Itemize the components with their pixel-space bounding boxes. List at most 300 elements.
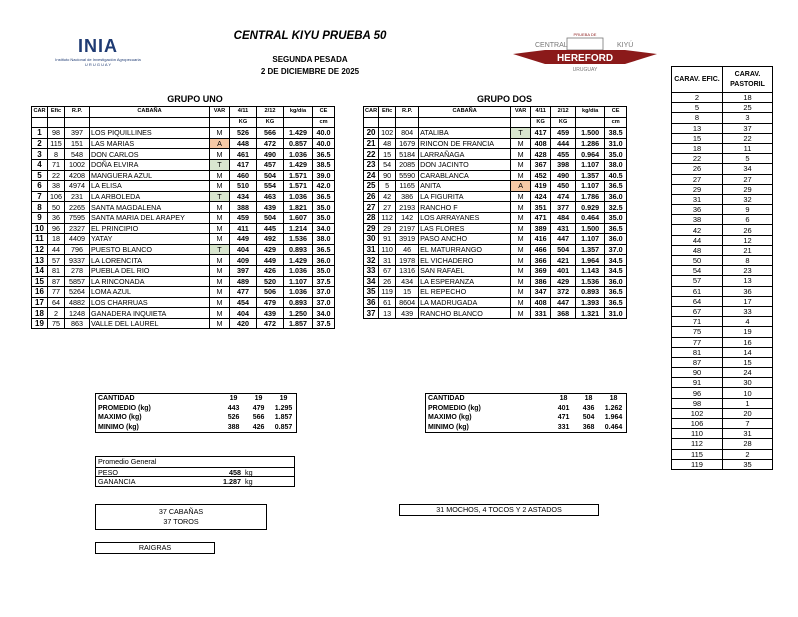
hereford-logo-brand: HEREFORD bbox=[556, 53, 614, 64]
g2-cell-var: M bbox=[511, 308, 531, 319]
g1-cell-var: M bbox=[210, 234, 230, 245]
g1-cell-efic: 57 bbox=[48, 255, 65, 266]
table-row bbox=[32, 181, 335, 192]
g2-header-7: kg/día bbox=[576, 107, 605, 118]
g1-cell-efic: 36 bbox=[48, 212, 65, 223]
caravana-pastoril-cell: 22 bbox=[723, 133, 773, 143]
g1-cell-var: M bbox=[210, 297, 230, 308]
stats-value: 388 bbox=[227, 423, 240, 431]
grupo-uno-table bbox=[31, 106, 335, 329]
g1-cell-rp: 231 bbox=[65, 191, 90, 202]
table-row bbox=[672, 184, 773, 194]
grupo-dos-stats bbox=[425, 393, 627, 433]
table-row bbox=[32, 191, 335, 202]
table-row bbox=[32, 138, 335, 149]
caravana-pastoril-cell: 2 bbox=[723, 449, 773, 459]
stats-row-minimo bbox=[96, 423, 296, 433]
caravana-efic-cell: 115 bbox=[672, 449, 723, 459]
g2-cell-cabaa: PASO ANCHO bbox=[419, 234, 511, 245]
g2-cell-212: 421 bbox=[551, 255, 576, 266]
caravana-efic-cell: 67 bbox=[672, 306, 723, 316]
g1-cell-var: M bbox=[210, 128, 230, 139]
caravana-efic-cell: 106 bbox=[672, 419, 723, 429]
caravana-efic-cell: 71 bbox=[672, 317, 723, 327]
g1-cell-kgda: 1.036 bbox=[284, 287, 313, 298]
table-row bbox=[672, 266, 773, 276]
table-row bbox=[32, 297, 335, 308]
g1-cell-cabaa: MANGUERA AZUL bbox=[90, 170, 210, 181]
g2-cell-411: 366 bbox=[531, 255, 551, 266]
g1-cell-411: 460 bbox=[230, 170, 257, 181]
caravana-pastoril-cell: 26 bbox=[723, 225, 773, 235]
g1-cell-411: 459 bbox=[230, 212, 257, 223]
g2-header-4: VAR bbox=[511, 107, 531, 118]
g2-cell-efic: 5 bbox=[379, 181, 396, 192]
g2-unit-6: KG bbox=[551, 117, 576, 128]
g1-cell-411: 448 bbox=[230, 138, 257, 149]
g1-cell-212: 463 bbox=[257, 191, 284, 202]
g2-cell-var: M bbox=[511, 287, 531, 298]
table-row bbox=[672, 337, 773, 347]
g1-cell-411: 434 bbox=[230, 191, 257, 202]
g2-cell-kgda: 1.107 bbox=[576, 181, 605, 192]
g2-cell-212: 398 bbox=[551, 159, 576, 170]
caravana-pastoril-cell: 15 bbox=[723, 357, 773, 367]
g1-cell-car: 11 bbox=[32, 234, 48, 245]
table-row bbox=[672, 235, 773, 245]
g2-cell-efic: 29 bbox=[379, 223, 396, 234]
g2-unit-7 bbox=[576, 117, 605, 128]
table-row bbox=[672, 296, 773, 306]
g2-cell-ce: 31.0 bbox=[605, 138, 627, 149]
g2-cell-rp: 804 bbox=[396, 128, 419, 139]
caravana-efic-cell: 15 bbox=[672, 133, 723, 143]
g2-cell-cabaa: LARRAÑAGA bbox=[419, 149, 511, 160]
g2-cell-car: 33 bbox=[364, 265, 379, 276]
g2-cell-411: 466 bbox=[531, 244, 551, 255]
caravana-efic-cell: 29 bbox=[672, 184, 723, 194]
g2-cell-411: 408 bbox=[531, 138, 551, 149]
g2-cell-rp: 8604 bbox=[396, 297, 419, 308]
table-row bbox=[364, 159, 627, 170]
g1-cell-212: 449 bbox=[257, 255, 284, 266]
g2-cell-rp: 5184 bbox=[396, 149, 419, 160]
table-row bbox=[364, 191, 627, 202]
g1-cell-rp: 2327 bbox=[65, 223, 90, 234]
g1-cell-rp: 397 bbox=[65, 128, 90, 139]
g2-unit-8: cm bbox=[605, 117, 627, 128]
g1-cell-var: M bbox=[210, 276, 230, 287]
g1-cell-212: 504 bbox=[257, 212, 284, 223]
g1-header-4: VAR bbox=[210, 107, 230, 118]
caravana-pastoril-cell: 7 bbox=[723, 419, 773, 429]
g1-cell-411: 397 bbox=[230, 265, 257, 276]
g2-cell-411: 471 bbox=[531, 212, 551, 223]
table-row bbox=[364, 276, 627, 287]
g1-cell-ce: 40.0 bbox=[313, 138, 335, 149]
cabanas-box bbox=[95, 504, 267, 530]
g1-cell-efic: 115 bbox=[48, 138, 65, 149]
caravana-efic-cell: 98 bbox=[672, 398, 723, 408]
table-row bbox=[672, 154, 773, 164]
g1-cell-cabaa: DON CARLOS bbox=[90, 149, 210, 160]
caravana-pastoril-cell: 3 bbox=[723, 113, 773, 123]
g1-cell-411: 489 bbox=[230, 276, 257, 287]
g1-cell-212: 492 bbox=[257, 234, 284, 245]
caravana-pastoril-cell: 14 bbox=[723, 347, 773, 357]
g2-cell-411: 408 bbox=[531, 297, 551, 308]
g2-cell-efic: 119 bbox=[379, 287, 396, 298]
g1-cell-kgda: 1.036 bbox=[284, 149, 313, 160]
g2-cell-cabaa: RINCON DE FRANCIA bbox=[419, 138, 511, 149]
g2-header-6: 2/12 bbox=[551, 107, 576, 118]
hereford-logo bbox=[505, 30, 665, 76]
g1-cell-car: 19 bbox=[32, 318, 48, 329]
g2-cell-var: T bbox=[511, 128, 531, 139]
caravana-efic-cell: 77 bbox=[672, 337, 723, 347]
g1-cell-kgda: 1.429 bbox=[284, 159, 313, 170]
g1-cell-ce: 35.0 bbox=[313, 202, 335, 213]
g1-unit-2 bbox=[65, 117, 90, 128]
g1-cell-rp: 548 bbox=[65, 149, 90, 160]
g1-header-1: Efic bbox=[48, 107, 65, 118]
peso-value: 458 bbox=[229, 467, 241, 477]
table-row bbox=[32, 223, 335, 234]
g2-cell-var: M bbox=[511, 244, 531, 255]
g2-cell-rp: 1165 bbox=[396, 181, 419, 192]
caravana-efic-cell: 61 bbox=[672, 286, 723, 296]
g1-cell-var: T bbox=[210, 191, 230, 202]
g1-cell-cabaa: SANTA MARIA DEL ARAPEY bbox=[90, 212, 210, 223]
g1-cell-efic: 22 bbox=[48, 170, 65, 181]
table-row bbox=[672, 194, 773, 204]
stats-value: 504 bbox=[582, 414, 595, 421]
g1-cell-kgda: 0.893 bbox=[284, 244, 313, 255]
g1-cell-rp: 796 bbox=[65, 244, 90, 255]
g2-cell-ce: 36.5 bbox=[605, 223, 627, 234]
caravana-efic-cell: 110 bbox=[672, 429, 723, 439]
g1-cell-rp: 9337 bbox=[65, 255, 90, 266]
table-row bbox=[364, 212, 627, 223]
g1-cell-411: 417 bbox=[230, 159, 257, 170]
g2-cell-car: 30 bbox=[364, 234, 379, 245]
g1-cell-ce: 36.5 bbox=[313, 191, 335, 202]
table-row bbox=[364, 149, 627, 160]
caravana-efic-cell: 112 bbox=[672, 439, 723, 449]
caravana-efic-cell: 57 bbox=[672, 276, 723, 286]
g2-cell-efic: 54 bbox=[379, 159, 396, 170]
g1-cell-rp: 5264 bbox=[65, 287, 90, 298]
stats-value: 18 bbox=[609, 395, 618, 402]
g1-cell-212: 472 bbox=[257, 138, 284, 149]
g1-cell-cabaa: PUESTO BLANCO bbox=[90, 244, 210, 255]
g1-cell-var: M bbox=[210, 318, 230, 329]
g2-cell-var: A bbox=[511, 181, 531, 192]
g2-cell-kgda: 0.929 bbox=[576, 202, 605, 213]
g2-cell-212: 372 bbox=[551, 287, 576, 298]
caravana-pastoril-cell: 20 bbox=[723, 408, 773, 418]
g1-cell-var: M bbox=[210, 308, 230, 319]
table-row bbox=[32, 276, 335, 287]
g1-cell-212: 429 bbox=[257, 244, 284, 255]
table-row bbox=[672, 378, 773, 388]
g1-cell-212: 457 bbox=[257, 159, 284, 170]
g2-cell-rp: 2085 bbox=[396, 159, 419, 170]
g1-cell-212: 479 bbox=[257, 297, 284, 308]
g2-cell-rp: 1679 bbox=[396, 138, 419, 149]
table-row bbox=[32, 244, 335, 255]
g1-cell-cabaa: PUEBLA DEL RIO bbox=[90, 265, 210, 276]
hereford-logo-top: PRUEBA DE bbox=[573, 32, 597, 37]
table-row bbox=[672, 317, 773, 327]
g2-cell-rp: 1316 bbox=[396, 265, 419, 276]
g2-cell-411: 367 bbox=[531, 159, 551, 170]
caravana-pastoril-cell: 28 bbox=[723, 439, 773, 449]
table-row bbox=[364, 234, 627, 245]
caravana-efic-cell: 75 bbox=[672, 327, 723, 337]
g1-unit-5: KG bbox=[230, 117, 257, 128]
g2-cell-212: 447 bbox=[551, 297, 576, 308]
g1-cell-ce: 37.0 bbox=[313, 287, 335, 298]
stats-value: 471 bbox=[557, 414, 570, 421]
table-row bbox=[672, 174, 773, 184]
g1-cell-car: 3 bbox=[32, 149, 48, 160]
g2-cell-411: 416 bbox=[531, 234, 551, 245]
g2-cell-rp: 15 bbox=[396, 287, 419, 298]
g2-header-3: CABAÑA bbox=[419, 107, 511, 118]
g1-cell-efic: 71 bbox=[48, 159, 65, 170]
table-row bbox=[672, 123, 773, 133]
g1-cell-411: 404 bbox=[230, 244, 257, 255]
g2-header-5: 4/11 bbox=[531, 107, 551, 118]
table-row bbox=[364, 138, 627, 149]
caravana-efic-cell: 2 bbox=[672, 93, 723, 103]
table-row bbox=[672, 439, 773, 449]
g1-cell-ce: 37.5 bbox=[313, 318, 335, 329]
g1-cell-kgda: 1.107 bbox=[284, 276, 313, 287]
g2-cell-ce: 37.0 bbox=[605, 244, 627, 255]
g1-cell-cabaa: LOS CHARRUAS bbox=[90, 297, 210, 308]
g1-cell-ce: 37.5 bbox=[313, 276, 335, 287]
g1-cell-cabaa: LA LORENCITA bbox=[90, 255, 210, 266]
toros-count: 37 TOROS bbox=[163, 517, 199, 526]
g2-cell-kgda: 1.357 bbox=[576, 244, 605, 255]
g1-cell-efic: 44 bbox=[48, 244, 65, 255]
table-row bbox=[672, 93, 773, 103]
g2-cell-kgda: 1.357 bbox=[576, 170, 605, 181]
caravana-efic-cell: 31 bbox=[672, 194, 723, 204]
g1-cell-car: 2 bbox=[32, 138, 48, 149]
stats-value: 19 bbox=[229, 395, 238, 402]
g1-cell-efic: 2 bbox=[48, 308, 65, 319]
caravana-pastoril-cell: 9 bbox=[723, 205, 773, 215]
caravana-pastoril-cell: 27 bbox=[723, 174, 773, 184]
caravana-pastoril-cell: 23 bbox=[723, 266, 773, 276]
g1-unit-8: cm bbox=[313, 117, 335, 128]
g2-cell-efic: 48 bbox=[379, 138, 396, 149]
g2-unit-5: KG bbox=[531, 117, 551, 128]
g1-cell-cabaa: LA ARBOLEDA bbox=[90, 191, 210, 202]
stats-row-promedio bbox=[426, 404, 626, 414]
caravana-pastoril-cell: 30 bbox=[723, 378, 773, 388]
g2-cell-efic: 110 bbox=[379, 244, 396, 255]
g2-cell-212: 377 bbox=[551, 202, 576, 213]
g1-cell-kgda: 1.250 bbox=[284, 308, 313, 319]
g2-cell-kgda: 1.393 bbox=[576, 297, 605, 308]
g2-cell-212: 401 bbox=[551, 265, 576, 276]
grupo-uno-title: GRUPO UNO bbox=[167, 94, 223, 104]
g2-unit-3 bbox=[419, 117, 511, 128]
stats-value: 526 bbox=[227, 414, 240, 421]
g2-cell-car: 22 bbox=[364, 149, 379, 160]
table-row bbox=[672, 459, 773, 469]
g1-header-2: R.P. bbox=[65, 107, 90, 118]
caravana-pastoril-cell: 36 bbox=[723, 286, 773, 296]
stats-value: 368 bbox=[582, 423, 595, 431]
g1-cell-efic: 75 bbox=[48, 318, 65, 329]
g1-cell-var: T bbox=[210, 159, 230, 170]
g1-cell-kgda: 1.821 bbox=[284, 202, 313, 213]
g1-cell-kgda: 1.214 bbox=[284, 223, 313, 234]
stats-value: 18 bbox=[559, 395, 568, 402]
caravana-efic-cell: 38 bbox=[672, 215, 723, 225]
g2-cell-rp: 3919 bbox=[396, 234, 419, 245]
g1-cell-411: 409 bbox=[230, 255, 257, 266]
caravana-efic-cell: 87 bbox=[672, 357, 723, 367]
g2-cell-rp: 434 bbox=[396, 276, 419, 287]
grupo-dos-table bbox=[363, 106, 627, 319]
g2-cell-411: 428 bbox=[531, 149, 551, 160]
table-row bbox=[672, 429, 773, 439]
g2-cell-kgda: 1.500 bbox=[576, 128, 605, 139]
g2-cell-ce: 38.5 bbox=[605, 128, 627, 139]
g1-cell-rp: 863 bbox=[65, 318, 90, 329]
g1-cell-car: 5 bbox=[32, 170, 48, 181]
ganancia-unit: kg bbox=[245, 477, 253, 486]
caravana-efic-cell: 102 bbox=[672, 408, 723, 418]
g1-cell-var: T bbox=[210, 244, 230, 255]
stats-value: 1.857 bbox=[274, 414, 293, 421]
g2-cell-efic: 67 bbox=[379, 265, 396, 276]
g2-cell-cabaa: LAS FLORES bbox=[419, 223, 511, 234]
g1-cell-ce: 39.0 bbox=[313, 170, 335, 181]
g1-cell-411: 411 bbox=[230, 223, 257, 234]
g2-cell-rp: 439 bbox=[396, 308, 419, 319]
g2-cell-212: 447 bbox=[551, 234, 576, 245]
g2-cell-var: M bbox=[511, 191, 531, 202]
caravana-efic-cell: 90 bbox=[672, 368, 723, 378]
caravana-pastoril-cell: 19 bbox=[723, 327, 773, 337]
hereford-logo-graphic bbox=[505, 30, 665, 76]
g2-cell-212: 431 bbox=[551, 223, 576, 234]
g1-cell-212: 445 bbox=[257, 223, 284, 234]
g1-header-3: CABAÑA bbox=[90, 107, 210, 118]
stats-row-minimo bbox=[426, 423, 626, 433]
g1-cell-car: 16 bbox=[32, 287, 48, 298]
peso-unit: kg bbox=[245, 467, 253, 477]
stats-value: 566 bbox=[252, 414, 265, 421]
g2-cell-411: 419 bbox=[531, 181, 551, 192]
table-row bbox=[364, 308, 627, 319]
stats-row-maximo bbox=[96, 413, 296, 423]
g2-cell-var: M bbox=[511, 255, 531, 266]
caravana-efic-cell: 91 bbox=[672, 378, 723, 388]
g1-unit-1 bbox=[48, 117, 65, 128]
g1-cell-411: 477 bbox=[230, 287, 257, 298]
g1-unit-7 bbox=[284, 117, 313, 128]
g2-cell-ce: 36.5 bbox=[605, 181, 627, 192]
g2-cell-car: 20 bbox=[364, 128, 379, 139]
g2-cell-efic: 112 bbox=[379, 212, 396, 223]
g2-cell-var: M bbox=[511, 223, 531, 234]
g2-cell-var: M bbox=[511, 276, 531, 287]
table-row bbox=[32, 212, 335, 223]
raigras-box: RAIGRAS bbox=[95, 542, 215, 554]
stats-value: 1.295 bbox=[274, 404, 293, 412]
caravana-pastoril-cell: 5 bbox=[723, 154, 773, 164]
stats-value: 1.262 bbox=[604, 404, 623, 412]
g2-cell-ce: 36.0 bbox=[605, 191, 627, 202]
g1-cell-kgda: 1.571 bbox=[284, 170, 313, 181]
caravana-pastoril-cell: 37 bbox=[723, 123, 773, 133]
g2-cell-car: 32 bbox=[364, 255, 379, 266]
g2-cell-var: M bbox=[511, 159, 531, 170]
g2-cell-efic: 42 bbox=[379, 191, 396, 202]
g2-cell-cabaa: LA ESPERANZA bbox=[419, 276, 511, 287]
table-row bbox=[672, 398, 773, 408]
g1-cell-var: A bbox=[210, 138, 230, 149]
caravana-pastoril-cell: 31 bbox=[723, 429, 773, 439]
g1-cell-efic: 98 bbox=[48, 128, 65, 139]
caravana-pastoril-cell: 4 bbox=[723, 317, 773, 327]
g1-cell-411: 510 bbox=[230, 181, 257, 192]
g2-cell-kgda: 1.107 bbox=[576, 234, 605, 245]
g1-cell-kgda: 1.857 bbox=[284, 318, 313, 329]
g2-cell-cabaa: EL REPECHO bbox=[419, 287, 511, 298]
table-row bbox=[672, 164, 773, 174]
g2-cell-rp: 2193 bbox=[396, 202, 419, 213]
g2-cell-cabaa: RANCHO F bbox=[419, 202, 511, 213]
g2-cell-efic: 31 bbox=[379, 255, 396, 266]
g2-cell-var: M bbox=[511, 265, 531, 276]
g2-cell-ce: 36.5 bbox=[605, 287, 627, 298]
g2-cell-car: 34 bbox=[364, 276, 379, 287]
g1-cell-car: 17 bbox=[32, 297, 48, 308]
g2-cell-car: 23 bbox=[364, 159, 379, 170]
g2-cell-212: 368 bbox=[551, 308, 576, 319]
table-row bbox=[364, 287, 627, 298]
g2-cell-411: 369 bbox=[531, 265, 551, 276]
g1-header-6: 2/12 bbox=[257, 107, 284, 118]
g2-cell-car: 24 bbox=[364, 170, 379, 181]
table-row bbox=[32, 202, 335, 213]
g1-cell-212: 472 bbox=[257, 318, 284, 329]
g2-cell-efic: 26 bbox=[379, 276, 396, 287]
caravana-efic-header: CARAV. EFIC. bbox=[672, 67, 723, 93]
g2-cell-car: 29 bbox=[364, 223, 379, 234]
g1-cell-rp: 1248 bbox=[65, 308, 90, 319]
g2-cell-212: 474 bbox=[551, 191, 576, 202]
g1-cell-rp: 151 bbox=[65, 138, 90, 149]
table-row bbox=[32, 265, 335, 276]
page-date: 2 DE DICIEMBRE DE 2025 bbox=[260, 67, 360, 76]
g1-cell-var: M bbox=[210, 223, 230, 234]
g2-cell-cabaa: LA MADRUGADA bbox=[419, 297, 511, 308]
g1-cell-car: 4 bbox=[32, 159, 48, 170]
stats-label: MAXIMO (kg) bbox=[428, 414, 472, 421]
table-row bbox=[32, 128, 335, 139]
stats-label: CANTIDAD bbox=[428, 395, 465, 402]
